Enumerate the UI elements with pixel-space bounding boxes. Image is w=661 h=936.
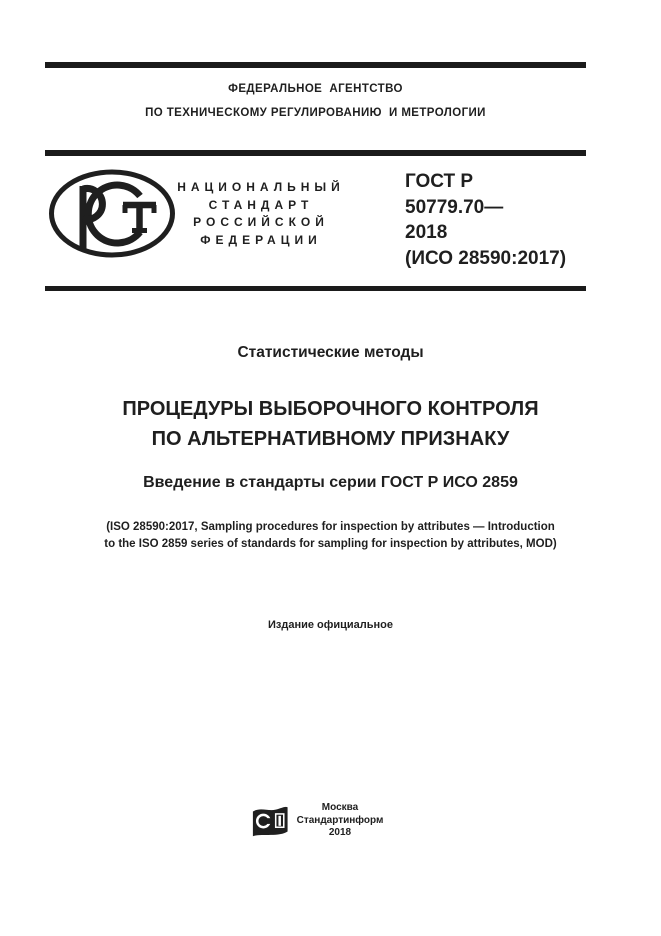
org-line: НАЦИОНАЛЬНЫЙ: [177, 180, 345, 194]
designation-line: 50779.70—: [405, 196, 504, 218]
iso-reference-line-2: to the ISO 2859 series of standards for sampling for inspection by attributes, MOD): [104, 538, 557, 550]
imprint-city: Москва: [321, 802, 359, 813]
org-line: ФЕДЕРАЦИИ: [200, 232, 322, 247]
national-standard-label: [149, 179, 373, 249]
subject-heading: Статистические методы: [237, 344, 424, 361]
main-title-line-1: ПРОЦЕДУРЫ ВЫБОРОЧНОГО КОНТРОЛЯ: [122, 398, 539, 420]
bottom-rule: [45, 286, 586, 291]
designation-line: (ИСО 28590:2017): [405, 247, 567, 269]
agency-line-2: ПО ТЕХНИЧЕСКОМУ РЕГУЛИРОВАНИЮ И МЕТРОЛОГИИ: [145, 107, 486, 119]
designation-line: ГОСТ Р: [405, 171, 474, 192]
imprint-year: 2018: [328, 827, 352, 838]
standard-band: [45, 156, 586, 286]
series-subtitle: Введение в стандарты серии ГОСТ Р ИСО 2859: [143, 474, 518, 491]
official-edition-note: Издание официальное: [267, 619, 394, 631]
iso-reference: [0, 519, 661, 553]
standard-designation: [405, 169, 566, 271]
org-line: СТАНДАРТ: [208, 197, 314, 212]
agency-header: [45, 83, 586, 119]
main-title-line-2: ПО АЛЬТЕРНАТИВНОМУ ПРИЗНАКУ: [151, 428, 510, 450]
main-title: [0, 394, 661, 454]
imprint-publisher: Стандартинформ: [296, 814, 384, 826]
org-line: РОССИЙСКОЙ: [193, 215, 329, 229]
top-rule: [45, 62, 586, 68]
designation-line: 2018: [405, 222, 448, 243]
agency-line-1: ФЕДЕРАЛЬНОЕ АГЕНТСТВО: [228, 83, 403, 95]
iso-reference-line-1: (ISO 28590:2017, Sampling procedures for inspection by attributes — Introduction: [106, 521, 555, 533]
imprint: [284, 802, 396, 840]
